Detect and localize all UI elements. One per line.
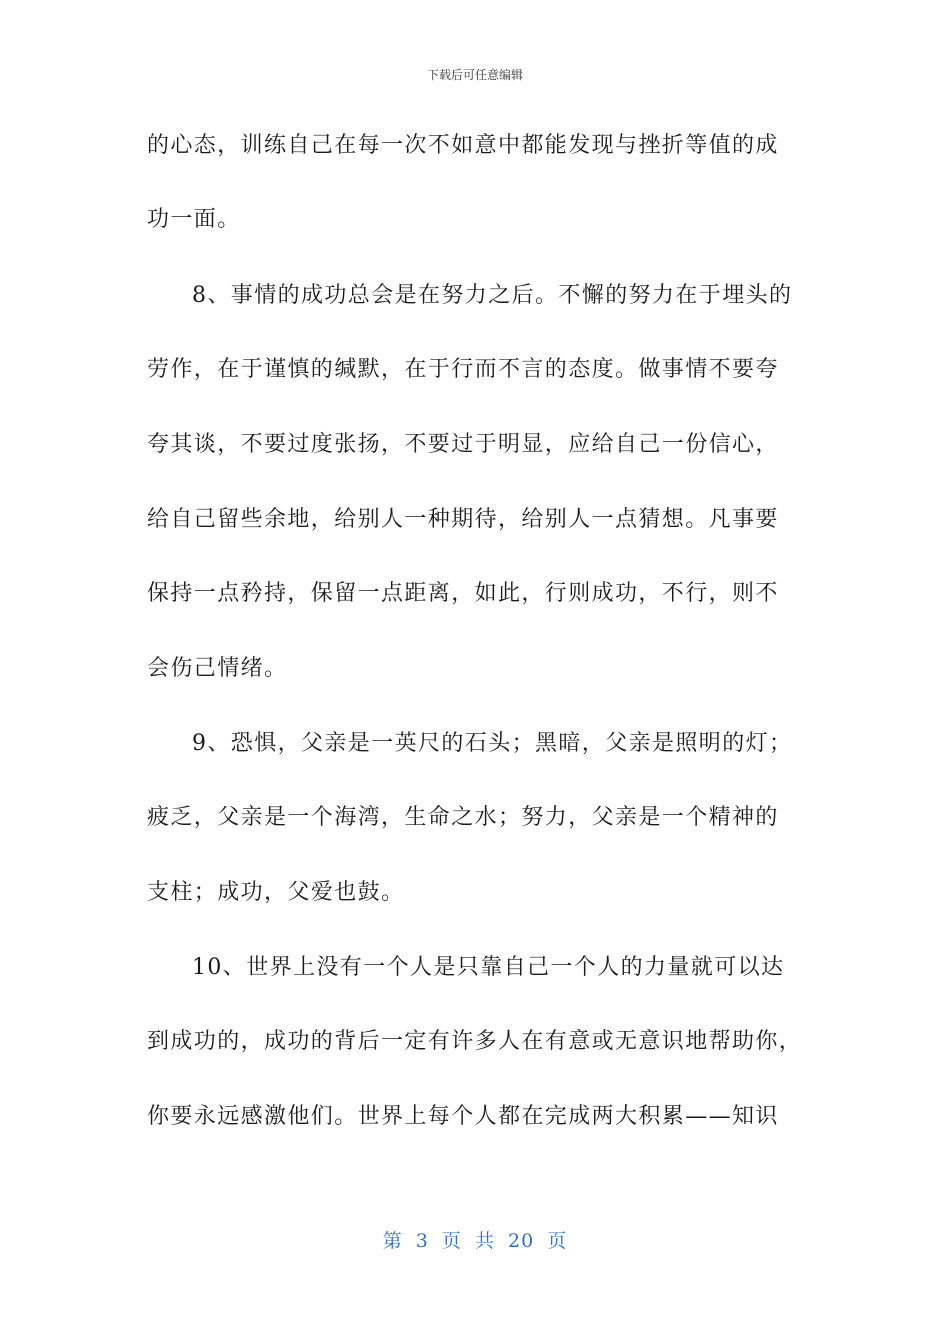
body-line: 夸其谈，不要过度张扬，不要过于明显，应给自己一份信心，	[147, 432, 779, 457]
body-line: 的心态，训练自己在每一次不如意中都能发现与挫折等值的成	[147, 133, 779, 158]
body-line: 支柱；成功，父爱也鼓。	[147, 880, 405, 905]
body-line: 到成功的，成功的背后一定有许多人在有意或无意识地帮助你，	[147, 1029, 803, 1054]
body-line: 劳作，在于谨慎的缄默，在于行而不言的态度。做事情不要夸	[147, 357, 779, 382]
body-line: 你要永远感激他们。世界上每个人都在完成两大积累——知识	[147, 1104, 779, 1129]
body-line: 保持一点矜持，保留一点距离，如此，行则成功，不行，则不	[147, 581, 779, 606]
paragraph-start-line: 10、世界上没有一个人是只靠自己一个人的力量就可以达	[192, 955, 785, 980]
body-line: 给自己留些余地，给别人一种期待，给别人一点猜想。凡事要	[147, 507, 779, 532]
page-number: 第 3 页 共 20 页	[382, 1230, 568, 1252]
paragraph-start-line: 9、恐惧，父亲是一英尺的石头；黑暗，父亲是照明的灯；	[192, 731, 793, 756]
body-line: 疲乏，父亲是一个海湾，生命之水；努力，父亲是一个精神的	[147, 805, 779, 830]
body-line: 功一面。	[147, 207, 241, 232]
paragraph-start-line: 8、事情的成功总会是在努力之后。不懈的努力在于埋头的	[192, 283, 793, 308]
page-header: 下载后可任意编辑	[426, 68, 523, 82]
body-line: 会伤己情绪。	[147, 656, 288, 681]
